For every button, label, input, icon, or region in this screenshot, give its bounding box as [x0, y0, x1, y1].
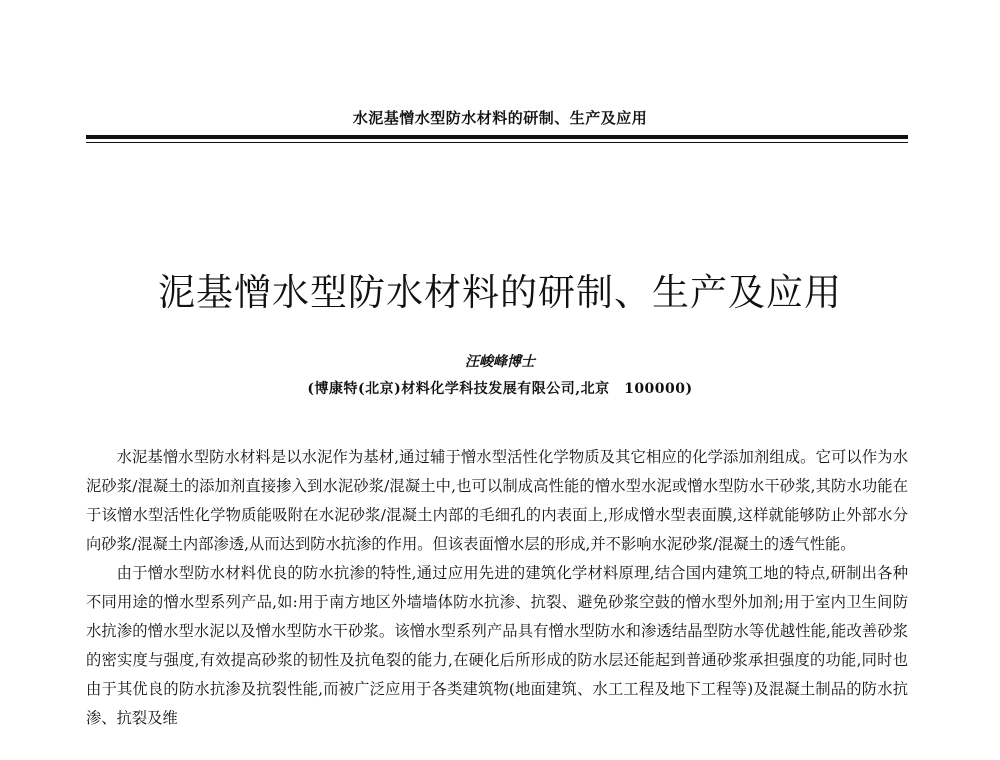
author-affiliation: (博康特(北京)材料化学科技发展有限公司,北京 100000) [307, 381, 693, 397]
header-rule-thin [86, 142, 908, 143]
body-paragraph-1: 水泥基憎水型防水材料是以水泥作为基材,通过辅于憎水型活性化学物质及其它相应的化学添加剂组成。它可以作为水泥砂浆/混凝土的添加剂直接掺入到水泥砂浆/混凝土中,也可以制成高性能的憎水型水泥或憎水型防水干砂浆,其防水功能在于该憎水型活性化学物质能吸附在水泥砂浆/混凝土内部的毛细孔的内表面上,形成憎水型表面膜,这样就能够防止外部水分向砂浆/混凝土内部渗透,从而达到防水抗渗的作用。但该表面憎水层的形成,并不影响水泥砂浆/混凝土的透气性能。 [86, 448, 908, 553]
body-paragraph-2: 由于憎水型防水材料优良的防水抗渗的特性,通过应用先进的建筑化学材料原理,结合国内建筑工地的特点,研制出各种不同用途的憎水型系列产品,如:用于南方地区外墙墙体防水抗渗、抗裂、避免砂浆空鼓的憎水型外加剂;用于室内卫生间防水抗渗的憎水型水泥以及憎水型防水干砂浆。该憎水型系列产品具有憎水型防水和渗透结晶型防水等优越性能,能改善砂浆的密实度与强度,有效提高砂浆的韧性及抗龟裂的能力,在硬化后所形成的防水层还能起到普通砂浆承担强度的功能,同时也由于其优良的防水抗渗及抗裂性能,而被广泛应用于各类建筑物(地面建筑、水工工程及地下工程等)及混凝土制品的防水抗渗、抗裂及维 [86, 564, 908, 727]
author-name: 汪峻峰博士 [465, 354, 535, 370]
running-header: 水泥基憎水型防水材料的研制、生产及应用 [352, 109, 648, 127]
article-body [86, 443, 908, 733]
article-title: 泥基憎水型防水材料的研制、生产及应用 [158, 271, 842, 314]
header-rule-thick [86, 135, 908, 139]
